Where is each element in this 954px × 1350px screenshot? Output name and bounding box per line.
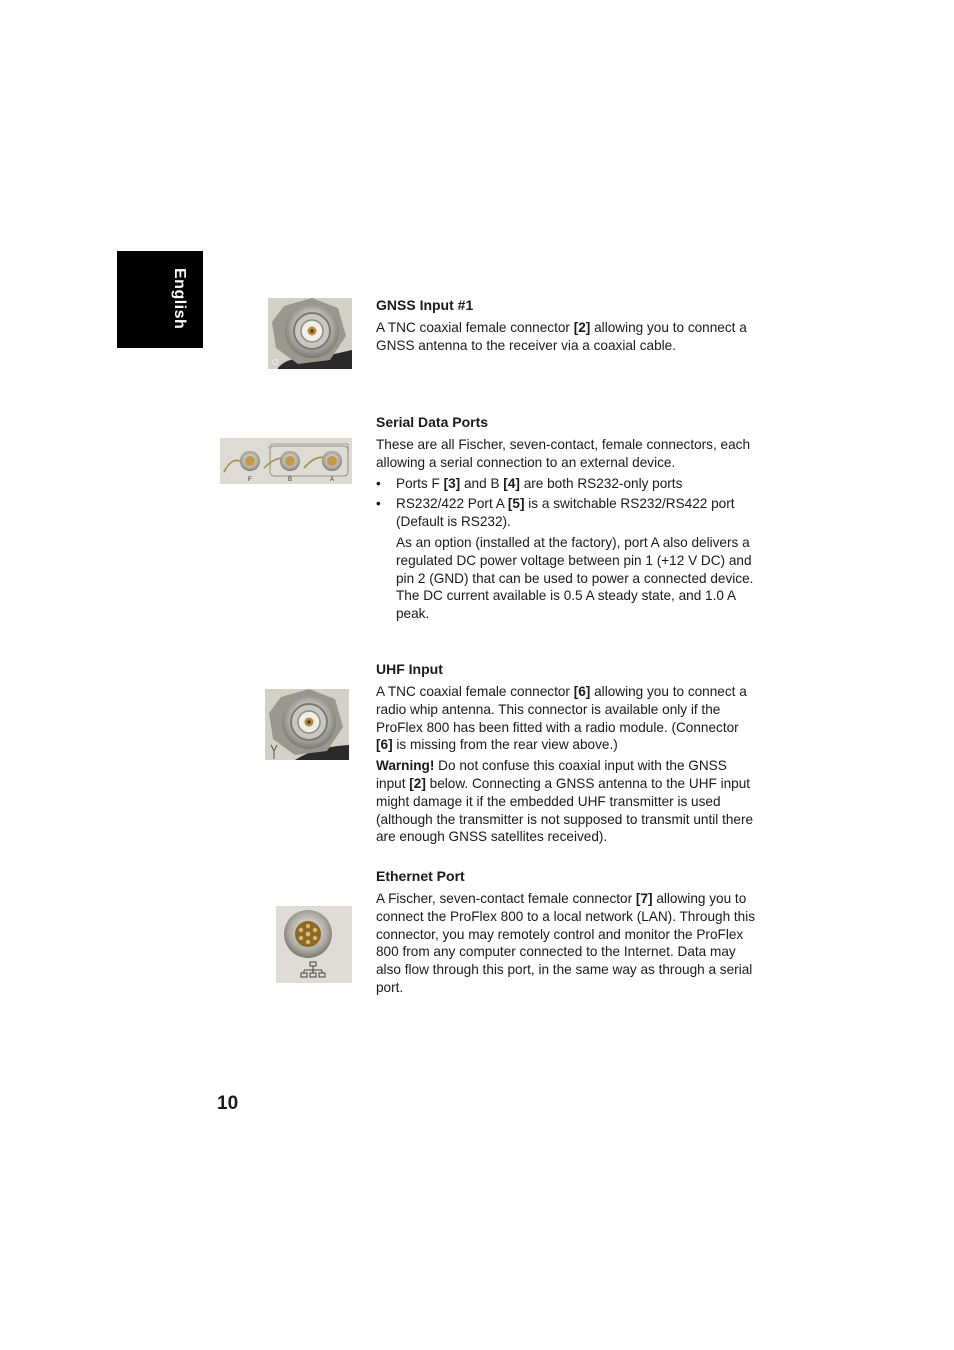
- ethernet-port-heading: Ethernet Port: [376, 868, 465, 884]
- uhf-input-section: [376, 660, 756, 849]
- serial-ports-option-note: As an option (installed at the factory), port A also delivers a regulated DC power voltage between pin 1 (+12 V DC) and pin 2 (GND) that can be used to power a connected device. The DC current available is 0.5 A steady state, and 1.0 A peak.: [396, 534, 754, 622]
- port-label-b: B: [288, 477, 293, 483]
- ethernet-port-section: [376, 867, 756, 1000]
- gnss-input-section: [376, 296, 756, 358]
- gnss-input-text: A TNC coaxial female connector [2] allowing you to connect a GNSS antenna to the receiver via a coaxial cable.: [376, 320, 747, 353]
- serial-ports-heading: Serial Data Ports: [376, 414, 489, 430]
- ethernet-connector-photo: [276, 906, 352, 983]
- serial-ports-photo: [220, 438, 352, 484]
- ethernet-port-text: A Fischer, seven-contact female connector [7] allowing you to connect the ProFlex 800 to a local network (LAN). Through this connector, you may remotely control and monitor the ProFlex 800 from any computer connected to the Internet. Data may also flow through this port, in the same way as through a serial port.: [376, 891, 756, 995]
- port-label-a: A: [330, 477, 335, 483]
- uhf-input-heading: UHF Input: [376, 661, 443, 677]
- language-tab-label: English: [171, 268, 188, 330]
- serial-ports-section: [376, 413, 756, 626]
- gnss-connector-photo: [268, 298, 352, 369]
- serial-ports-intro: These are all Fischer, seven-contact, female connectors, each allowing a serial connection to an external device.: [376, 437, 751, 470]
- language-tab: [117, 251, 203, 348]
- port-label-f: F: [248, 477, 252, 483]
- uhf-input-text: A TNC coaxial female connector [6] allowing you to connect a radio whip antenna. This connector is available only if the ProFlex 800 has been fitted with a radio module. (Connector [6] is missing from the rear view above.): [376, 684, 747, 753]
- page-number: 10: [217, 1093, 239, 1114]
- uhf-warning-text: Warning! Do not confuse this coaxial input with the GNSS input [2] below. Connecting a GNSS antenna to the UHF input might damage it if the embedded UHF transmitter is used (although the transmitter is not supposed to transmit until there are enough GNSS satellites received).: [376, 758, 754, 845]
- list-item: • RS232/422 Port A [5] is a switchable RS232/RS422 port (Default is RS232).: [376, 496, 735, 530]
- gnss-input-heading: GNSS Input #1: [376, 297, 474, 313]
- list-item: • Ports F [3] and B [4] are both RS232-only ports: [376, 475, 683, 491]
- uhf-connector-photo: [265, 689, 349, 760]
- serial-ports-list: [376, 475, 756, 531]
